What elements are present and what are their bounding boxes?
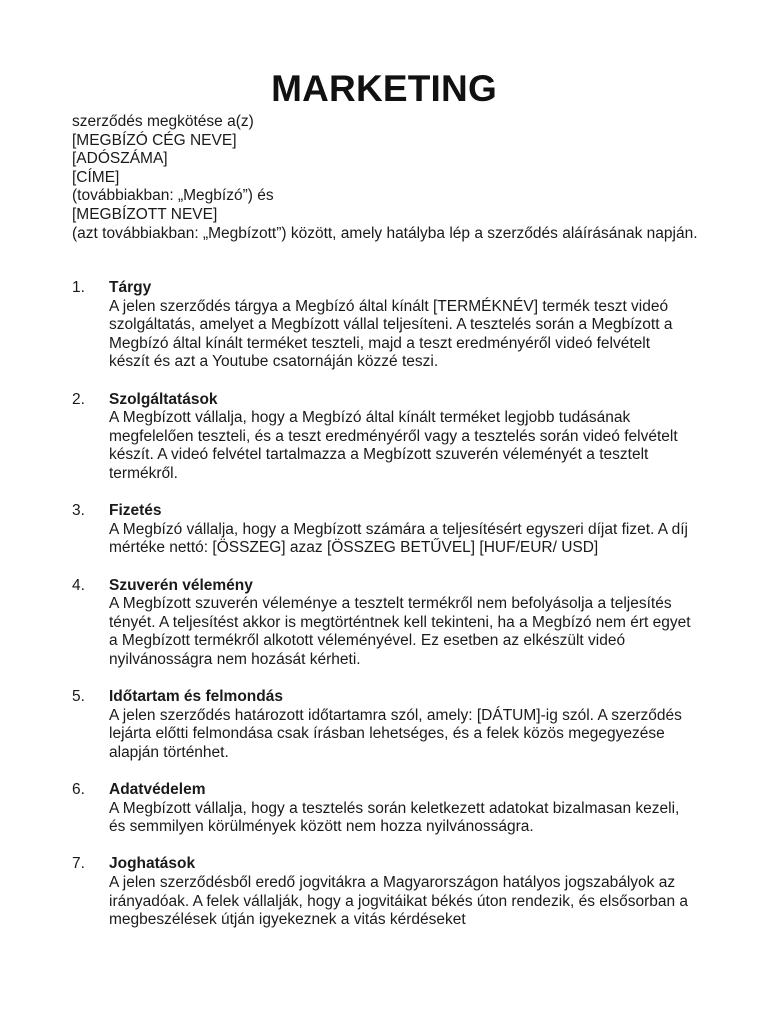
intro-line: (továbbiakban: „Megbízó”) és — [72, 187, 274, 205]
section-idotartam — [72, 688, 692, 762]
address-placeholder: [CÍME] — [72, 168, 120, 186]
section-number: 5. — [72, 688, 85, 706]
section-text: A jelen szerződésből eredő jogvitákra a Magyarországon hatályos jogszabályok az irányadóak. A felek vállalják, hogy a jogvitáikat békés úton rendezik, és elsősorban a megbeszélések útján igyekeznek a vitás kérdéseket — [109, 874, 689, 929]
section-number: 4. — [72, 576, 85, 594]
section-heading: Adatvédelem — [109, 781, 206, 799]
section-text: A Megbízott szuverén véleménye a tesztelt termékről nem befolyásolja a teljesítés tényét. A teljesítést akkor is megtörténtnek kell tekinteni, ha a Megbízó nem ért egyet a Megbízott termékről alkotott véleményével. Ez esetben az elkészült videó nyilvánosságra nem hozását kérheti. — [109, 595, 691, 668]
section-text: A Megbízott vállalja, hogy a Megbízó által kínált terméket legjobb tudásának megfelelően teszteli, és a teszt eredményéről vagy a tesztelés során videó felvételt készít. A videó felvétel tartalmazza a Megbízott szuverén véleményét a tesztelt termékről. — [109, 409, 678, 482]
tax-number-placeholder: [ADÓSZÁMA] — [72, 150, 168, 168]
section-number: 6. — [72, 781, 85, 799]
section-text: A jelen szerződés tárgya a Megbízó által kínált [TERMÉKNÉV] termék teszt videó szolgáltatás, amelyet a Megbízott vállal teljesíteni. A tesztelés során a Megbízott a Megbízó által kínált terméket teszteli, majd a teszt eredményéről videó felvételt készít és azt a Youtube csatornáján közzé teszi. — [109, 297, 673, 371]
section-heading: Időtartam és felmondás — [109, 688, 283, 706]
section-adatvedelem — [72, 781, 692, 837]
section-heading: Fizetés — [109, 502, 162, 520]
intro-line: (azt továbbiakban: „Megbízott”) között, amely hatályba lép a szerződés aláírásának napján. — [72, 224, 698, 242]
section-text: A Megbízott vállalja, hogy a tesztelés során keletkezett adatokat bizalmasan kezeli, és semmilyen körülmények között nem hozza nyilvánosságra. — [109, 799, 680, 836]
section-text: A jelen szerződés határozott időtartamra szól, amely: [DÁTUM]-ig szól. A szerződés lejárta előtti felmondása csak írásban lehetséges, és a felek közös megegyezése alapján történhet. — [109, 706, 682, 761]
section-number: 2. — [72, 390, 85, 408]
section-heading: Joghatások — [109, 855, 196, 873]
section-szuveren-velemeny — [72, 577, 692, 670]
contract-intro — [72, 113, 732, 243]
section-targy — [72, 279, 692, 372]
intro-line: szerződés megkötése a(z) — [72, 113, 254, 130]
section-fizetes — [72, 502, 692, 558]
contract-sections — [72, 279, 692, 948]
section-heading: Szuverén vélemény — [109, 576, 253, 594]
section-heading: Szolgáltatások — [109, 390, 218, 408]
section-number: 1. — [72, 279, 85, 296]
section-number: 7. — [72, 855, 85, 873]
section-szolgaltatasok — [72, 391, 692, 484]
section-heading: Tárgy — [109, 279, 152, 296]
section-joghatasok — [72, 855, 692, 929]
client-company-placeholder: [MEGBÍZÓ CÉG NEVE] — [72, 131, 237, 149]
section-number: 3. — [72, 502, 85, 520]
contractor-name-placeholder: [MEGBÍZOTT NEVE] — [72, 205, 218, 223]
document-title: MARKETING — [271, 68, 497, 109]
section-text: A Megbízó vállalja, hogy a Megbízott számára a teljesítésért egyszeri díjat fizet. A díj mértéke nettó: [ÖSSZEG] azaz [ÖSSZEG BETŰVEL] [HUF/EUR/ USD] — [109, 520, 688, 557]
